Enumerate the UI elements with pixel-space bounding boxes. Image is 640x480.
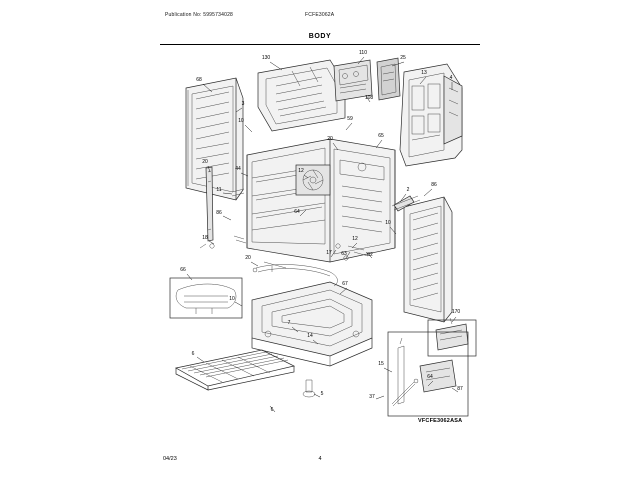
part-detail-box-170 — [428, 318, 476, 356]
callout-number: 10 — [238, 118, 244, 124]
callout-number: 3 — [241, 101, 245, 107]
callout-number: 108 — [364, 95, 374, 101]
callout-number: 17 — [326, 250, 332, 256]
callout-number: 12 — [298, 168, 304, 174]
callout-number: 65 — [378, 133, 384, 139]
callout-number: 64 — [294, 209, 300, 215]
callout-number: 13 — [421, 70, 427, 76]
callout-number: 66 — [180, 267, 186, 273]
callout-number: 87 — [457, 386, 463, 392]
callout-number: 6 — [191, 351, 195, 357]
part-rear-body — [400, 64, 462, 166]
callout-number: 10 — [229, 296, 235, 302]
callout-number: 20 — [245, 255, 251, 261]
callout-number: 86 — [216, 210, 222, 216]
callout-number: 20 — [327, 136, 333, 142]
callout-number: 44 — [235, 166, 241, 172]
callout-number: 86 — [431, 182, 437, 188]
callout-number: 11 — [216, 187, 222, 193]
part-right-door-panel — [394, 196, 452, 322]
callout-number: 67 — [342, 281, 348, 287]
callout-number: 64 — [427, 374, 433, 380]
callout-number: 4 — [449, 75, 453, 81]
callout-number: 68 — [196, 77, 202, 83]
part-cooktop-top — [258, 60, 345, 131]
callout-number: 14 — [307, 333, 313, 339]
callout-number: 2 — [406, 187, 410, 193]
callout-number: 15 — [378, 361, 384, 367]
part-broil-element — [253, 265, 337, 286]
publication-number: Publication No: 5995734028 — [165, 12, 234, 18]
callout-number: 20 — [202, 159, 208, 165]
part-left-bracket — [206, 167, 213, 241]
callout-number: 7 — [287, 320, 291, 326]
callout-number: 10 — [385, 220, 391, 226]
callout-number: 37 — [369, 394, 375, 400]
footer-page-number: 4 — [318, 456, 322, 462]
part-oven-base — [252, 282, 372, 366]
callout-number: 82 — [367, 252, 373, 258]
part-leveling-leg — [303, 380, 315, 397]
callout-number: 12 — [352, 236, 358, 242]
callout-number: 25 — [400, 55, 406, 61]
callout-number: 59 — [347, 116, 353, 122]
callout-number: 18 — [202, 235, 208, 241]
footer-date: 04/23 — [163, 456, 177, 462]
callout-number: 130 — [261, 55, 271, 61]
callout-number: 170 — [451, 309, 461, 315]
model-number: FCFE3062A — [305, 12, 335, 18]
callout-number: 6 — [270, 407, 274, 413]
page-title: BODY — [308, 33, 332, 40]
callout-number: 5 — [320, 391, 324, 397]
diagram-code: VFCFE3062ASA — [418, 418, 463, 424]
part-left-panel — [186, 78, 243, 200]
part-oven-cavity — [247, 139, 395, 262]
callout-number: 110 — [359, 50, 367, 56]
callout-number: 63 — [341, 251, 347, 257]
